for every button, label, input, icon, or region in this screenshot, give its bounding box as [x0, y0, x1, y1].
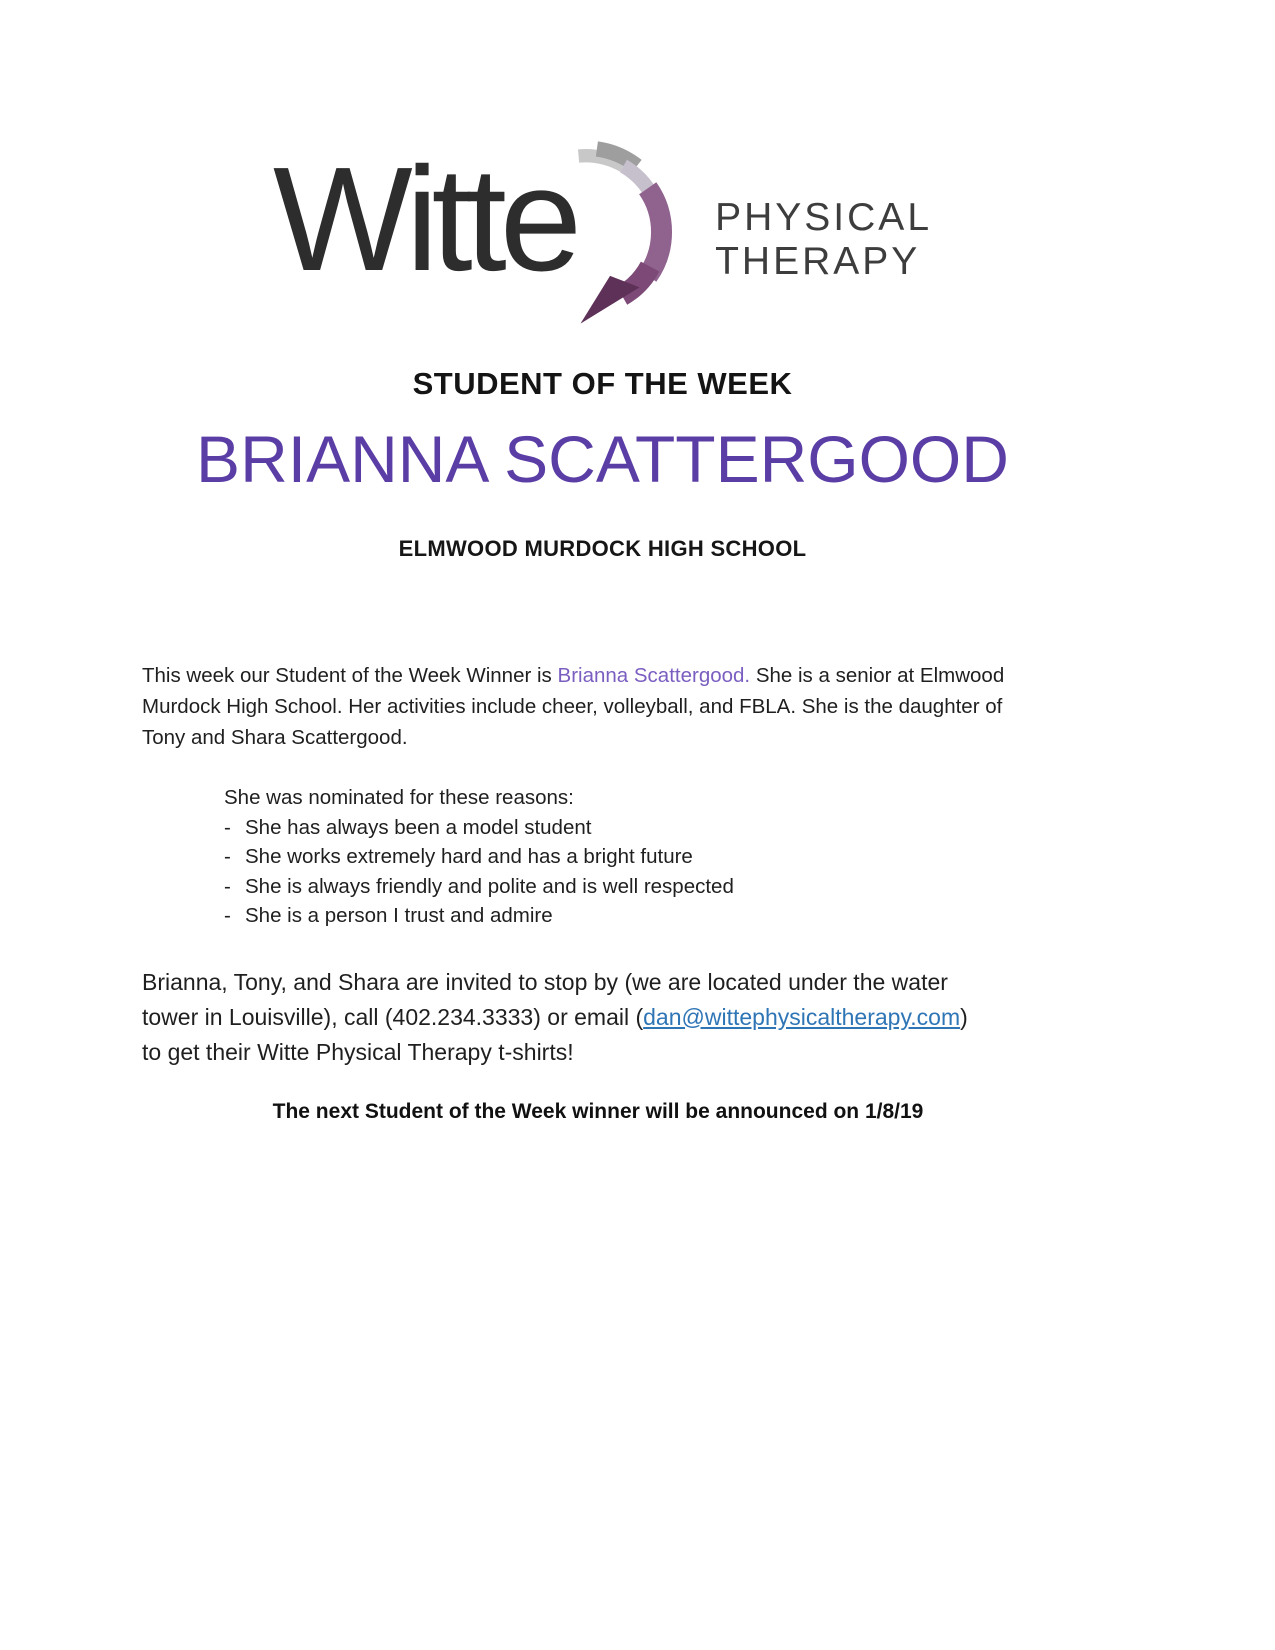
logo-tagline-line1: PHYSICAL — [715, 196, 933, 239]
dash-bullet: - — [224, 874, 231, 898]
intro-line-3: Tony and Shara Scattergood. — [142, 726, 408, 749]
witte-wordmark: Witte — [272, 137, 576, 302]
invite-line-1: Brianna, Tony, and Shara are invited to stop by (we are located under the water — [142, 968, 948, 995]
intro-run-suffix: She is a senior at Elmwood — [750, 664, 1005, 687]
invite-run-suffix: ) — [960, 1003, 968, 1030]
intro-run-prefix: This week our Student of the Week Winner is — [142, 664, 558, 687]
invite-paragraph — [142, 965, 1054, 1070]
reason-text: She works extremely hard and has a bright future — [245, 845, 693, 868]
witte-swoosh-icon — [549, 136, 673, 328]
school-name: ELMWOOD MURDOCK HIGH SCHOOL — [398, 536, 807, 561]
reason-text: She is always friendly and polite and is well respected — [245, 874, 734, 898]
invite-run-prefix: tower in Louisville), call (402.234.3333) or email ( — [142, 1003, 644, 1030]
reasons-heading: She was nominated for these reasons: — [224, 786, 574, 809]
list-item — [224, 901, 1054, 931]
invite-line-2 — [142, 1000, 1054, 1035]
intro-paragraph — [142, 660, 1054, 753]
logo-tagline — [715, 196, 932, 283]
body-content — [142, 660, 1054, 1124]
intro-line-2: Murdock High School. Her activities include cheer, volleyball, and FBLA. She is the daughter of — [142, 695, 1003, 718]
page-eyebrow: STUDENT OF THE WEEK — [412, 366, 793, 401]
dash-bullet: - — [224, 815, 231, 839]
list-item — [224, 813, 1054, 843]
reason-text: She has always been a model student — [245, 815, 592, 839]
student-name-title: BRIANNA SCATTERGOOD — [196, 422, 1009, 496]
logo-tagline-line2: THERAPY — [715, 239, 921, 283]
reason-text: She is a person I trust and admire — [245, 904, 553, 927]
intro-line-1 — [142, 660, 1054, 691]
dash-bullet: - — [224, 904, 231, 927]
next-winner-announcement: The next Student of the Week winner will be announced on 1/8/19 — [272, 1099, 924, 1123]
student-name-highlight: Brianna Scattergood. — [557, 664, 751, 687]
email-link[interactable]: dan@wittephysicaltherapy.com — [643, 1003, 961, 1030]
reasons-section — [224, 783, 1054, 931]
witte-logo — [0, 132, 1205, 328]
list-item — [224, 842, 1054, 872]
list-item — [224, 872, 1054, 902]
invite-line-3: to get their Witte Physical Therapy t-shirts! — [142, 1038, 574, 1065]
dash-bullet: - — [224, 845, 231, 868]
